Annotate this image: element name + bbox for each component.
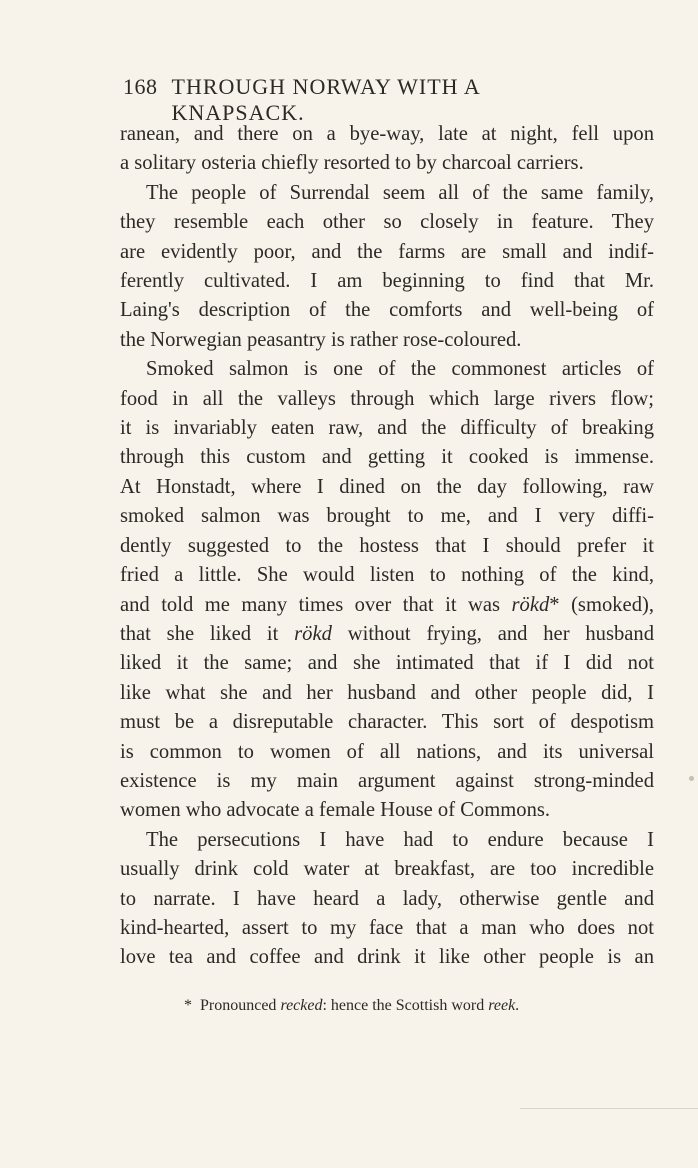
text-line: women who advocate a female House of Commons. — [120, 799, 551, 822]
text-line: the Norwegian peasantry is rather rose-coloured. — [120, 328, 522, 351]
text-line: fried a little. She would listen to nothing of the kind, — [120, 564, 654, 587]
footnote-text: Pronounced — [200, 997, 281, 1014]
text-line: liked it the same; and she intimated that if I did not — [120, 652, 654, 675]
text-line: kind-hearted, assert to my face that a man who does not — [120, 916, 654, 939]
text-line: The people of Surrendal seem all of the same family, — [146, 181, 654, 204]
text-line: like what she and her husband and other people did, I — [120, 681, 654, 704]
italic-word: rökd — [511, 593, 550, 616]
text-line: through this custom and getting it cooked is immense. — [120, 446, 654, 469]
text-segment: and told me many times over that it was — [120, 593, 501, 616]
text-line: is common to women of all nations, and its universal — [120, 740, 654, 763]
text-line: must be a disreputable character. This sort of despotism — [120, 711, 654, 734]
text-line: love tea and coffee and drink it like other people is an — [120, 946, 654, 969]
text-line: food in all the valleys through which large rivers flow; — [120, 387, 654, 410]
running-header — [123, 74, 603, 126]
running-title: THROUGH NORWAY WITH A KNAPSACK. — [171, 74, 480, 125]
text-line-with-italic — [120, 620, 654, 649]
text-line: The persecutions I have had to endure because I — [146, 828, 654, 851]
footnote — [184, 996, 519, 1016]
text-segment: * (smoked), — [549, 593, 654, 616]
text-line: ranean, and there on a bye-way, late at night, fell upon — [120, 123, 654, 145]
text-line: existence is my main argument against strong-minded — [120, 769, 654, 792]
italic-word: rökd — [294, 622, 332, 645]
page-number: 168 — [123, 74, 158, 99]
text-line: it is invariably eaten raw, and the difficulty of breaking — [120, 417, 654, 440]
footnote-italic: reek — [488, 997, 516, 1014]
body-text — [120, 120, 654, 973]
text-line-with-italic — [120, 591, 654, 620]
text-segment: without frying, and her husband — [331, 622, 654, 645]
text-line: Smoked salmon is one of the commonest articles of — [146, 358, 654, 381]
text-line: are evidently poor, and the farms are small and indif- — [120, 240, 654, 263]
text-line: usually drink cold water at breakfast, are too incredible — [120, 858, 654, 881]
footnote-text: . — [515, 997, 520, 1014]
text-line: dently suggested to the hostess that I should prefer it — [120, 534, 654, 557]
text-line: ferently cultivated. I am beginning to find that Mr. — [120, 270, 654, 293]
text-line: Laing's description of the comforts and well-being of — [120, 299, 654, 322]
paper-fold-line — [520, 1108, 698, 1109]
text-line: At Honstadt, where I dined on the day following, raw — [120, 475, 654, 498]
footnote-text: : hence the Scottish word — [322, 997, 489, 1014]
footnote-marker: * — [184, 997, 192, 1014]
margin-speck — [689, 776, 694, 781]
text-segment: that she liked it — [120, 622, 279, 645]
text-line: to narrate. I have heard a lady, otherwise gentle and — [120, 887, 654, 910]
text-line: smoked salmon was brought to me, and I very diffi- — [120, 505, 654, 528]
text-line: they resemble each other so closely in feature. They — [120, 211, 654, 234]
footnote-italic: recked — [280, 997, 323, 1014]
text-line: a solitary osteria chiefly resorted to by charcoal carriers. — [120, 152, 584, 175]
